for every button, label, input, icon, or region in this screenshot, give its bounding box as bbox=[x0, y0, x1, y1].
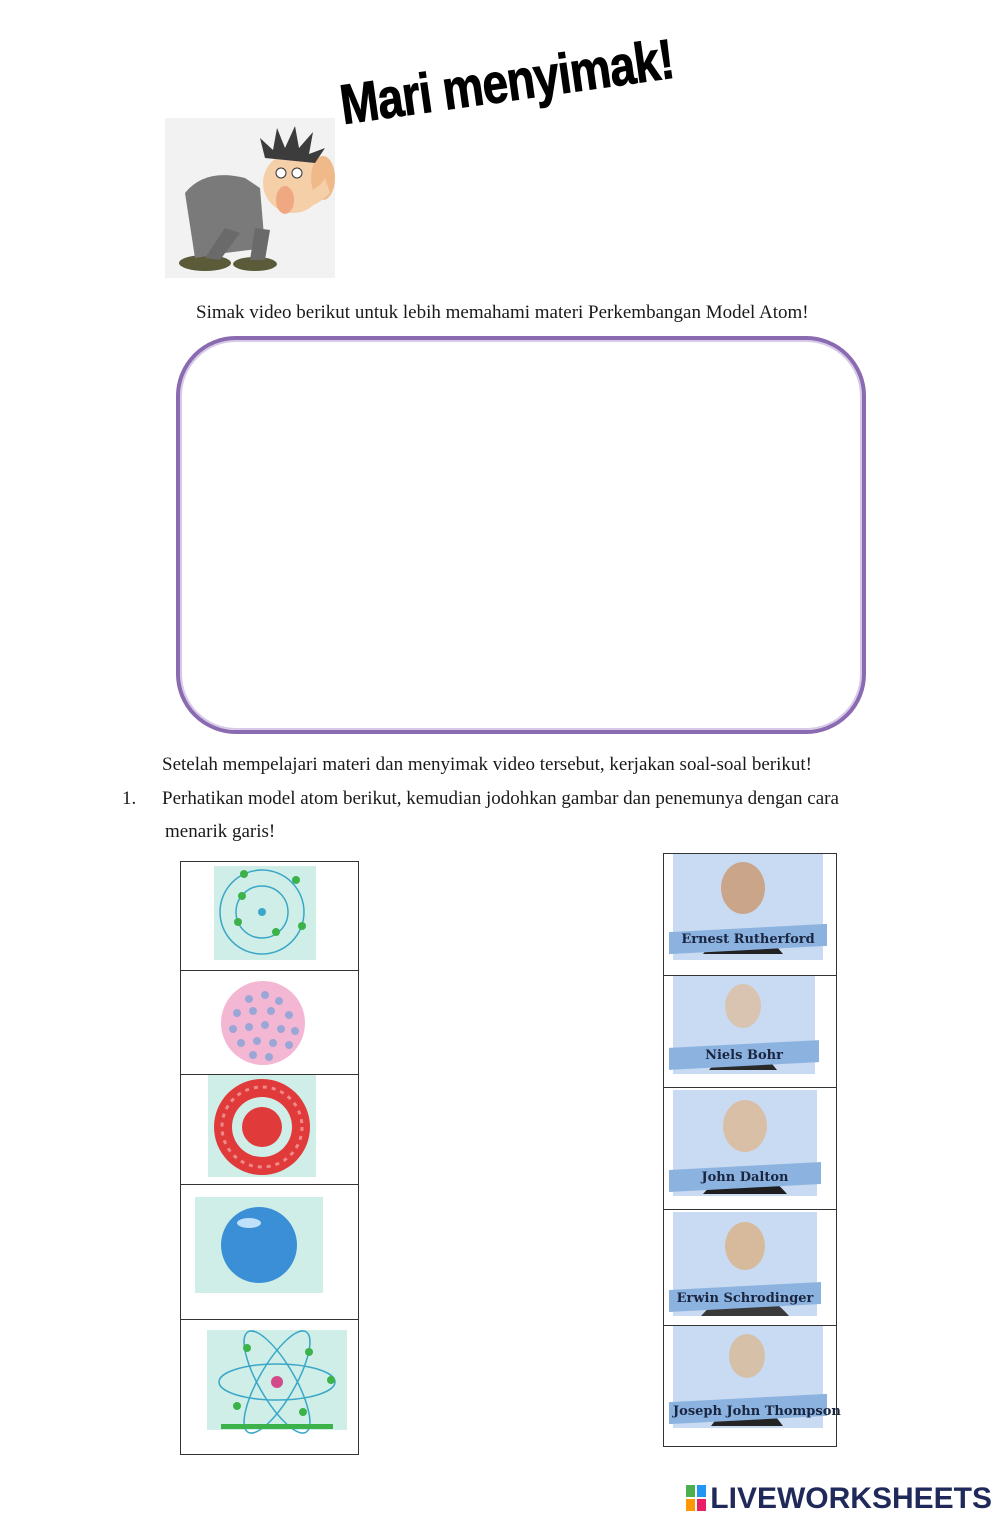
scientist-portrait bbox=[673, 1326, 841, 1428]
bohr-model-icon bbox=[214, 866, 316, 960]
atom-model-column bbox=[180, 861, 359, 1455]
schrodinger-model-icon bbox=[207, 1330, 347, 1430]
liveworksheets-badge-icon bbox=[686, 1485, 706, 1511]
listening-cartoon-image bbox=[165, 118, 335, 278]
scientist-portrait bbox=[673, 1212, 817, 1316]
brand-text: LIVEWORKSHEETS bbox=[710, 1482, 992, 1515]
rutherford-model-icon bbox=[208, 1075, 316, 1177]
scientist-name: Joseph John Thompson bbox=[673, 1404, 841, 1419]
question-number: 1. bbox=[122, 788, 137, 809]
liveworksheets-logo[interactable] bbox=[686, 1482, 992, 1516]
scientist-cell-4[interactable] bbox=[664, 1210, 836, 1326]
scientist-name: Niels Bohr bbox=[705, 1048, 783, 1063]
question-text-line2: menarik garis! bbox=[165, 821, 276, 842]
scientist-name: Erwin Schrodinger bbox=[676, 1291, 814, 1306]
scientist-cell-1[interactable] bbox=[664, 854, 836, 976]
scientist-cell-2[interactable] bbox=[664, 976, 836, 1088]
dalton-model-icon bbox=[195, 1197, 323, 1293]
model-cell-3[interactable] bbox=[181, 1075, 359, 1185]
thomson-model-icon bbox=[219, 979, 307, 1067]
question-text-line1: Perhatikan model atom berikut, kemudian jodohkan gambar dan penemunya dengan cara bbox=[162, 788, 839, 809]
page-title: Mari menyimak! bbox=[336, 26, 678, 137]
model-cell-2[interactable] bbox=[181, 971, 359, 1075]
scientist-portrait bbox=[673, 854, 823, 960]
model-cell-1[interactable] bbox=[181, 862, 359, 971]
intro-text: Simak video berikut untuk lebih memahami materi Perkembangan Model Atom! bbox=[196, 302, 809, 323]
model-cell-5[interactable] bbox=[181, 1320, 359, 1456]
scientist-cell-3[interactable] bbox=[664, 1088, 836, 1210]
scientist-portrait bbox=[673, 976, 815, 1074]
model-cell-4[interactable] bbox=[181, 1185, 359, 1320]
video-frame[interactable] bbox=[176, 336, 866, 734]
scientist-portrait bbox=[673, 1090, 817, 1196]
scientist-name: Ernest Rutherford bbox=[681, 932, 815, 947]
scientist-cell-5[interactable] bbox=[664, 1326, 841, 1448]
instruction-text: Setelah mempelajari materi dan menyimak video tersebut, kerjakan soal-soal berikut! bbox=[162, 754, 812, 775]
scientist-name: John Dalton bbox=[701, 1170, 789, 1185]
scientist-column bbox=[663, 853, 841, 1447]
